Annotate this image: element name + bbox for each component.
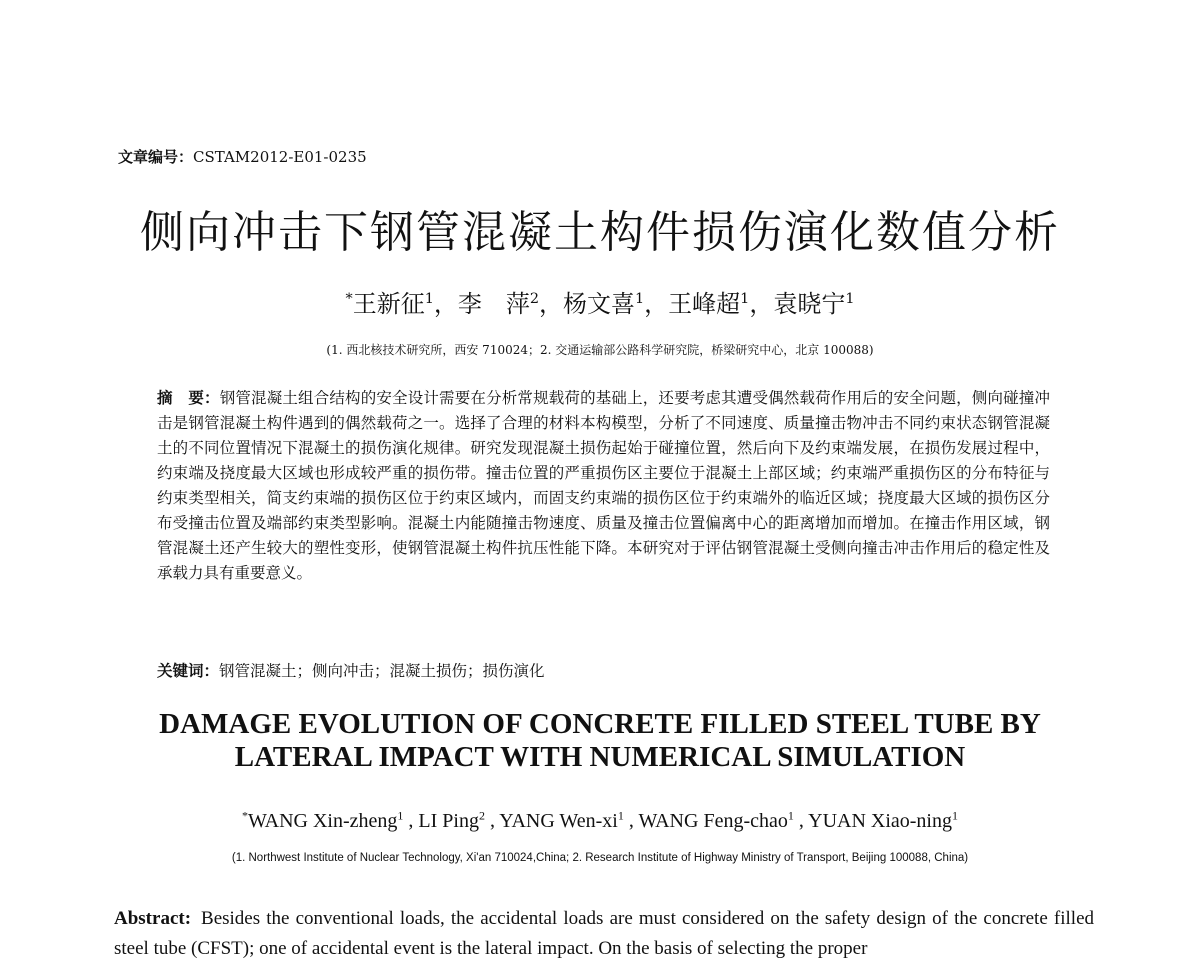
english-title xyxy=(0,708,1200,774)
english-abstract xyxy=(114,904,1094,964)
chinese-authors: *王新征$^1$，李 萍$^2$，杨文喜$^1$，王峰超$^1$，袁晓宁$^1$ xyxy=(345,290,855,318)
english-authors: *WANG Xin-zheng$^1$ , LI Ping$^2$ , YANG Wen-$xi^1$ , WANG Feng-chao$^1$ , YUAN Xiao-ning$^1$ xyxy=(242,808,958,832)
author: *WANG Xin-zheng$^1$ xyxy=(242,808,404,832)
chinese-affiliation: (1. 西北核技术研究所，西安 710024；2. 交通运输部公路科学研究院，桥梁研究中心，北京 100088) xyxy=(326,343,874,357)
author: 袁晓宁$^1$ xyxy=(773,290,855,318)
article-number xyxy=(118,146,367,167)
chinese-abstract xyxy=(157,386,1050,586)
chinese-abstract-label: 摘 要： xyxy=(157,389,220,407)
english-title-line: LATERAL IMPACT WITH NUMERICAL SIMULATION xyxy=(234,741,966,773)
author: YANG Wen-$xi^1$ xyxy=(499,808,624,832)
author: YUAN Xiao-ning$^1$ xyxy=(808,808,958,832)
article-number-label: 文章编号： xyxy=(118,148,194,166)
english-affiliation: (1. Northwest Institute of Nuclear Technology, Xi'an 710024,China; 2. Research Institute of Highway Ministry of Transport, Beijing 100088, China) xyxy=(231,852,969,864)
chinese-keywords-label: 关键词： xyxy=(157,662,220,680)
chinese-keywords xyxy=(157,659,545,681)
english-abstract-text: Besides the conventional loads, the accidental loads are must considered on the safety design of the concrete filled steel tube (CFST); one of accidental event is the lateral impact. On the basis of selecting the proper xyxy=(114,908,1094,959)
author: *王新征$^1$ xyxy=(345,290,434,318)
chinese-title: 侧向冲击下钢管混凝土构件损伤演化数值分析 xyxy=(140,207,1060,258)
author: 王峰超$^1$ xyxy=(668,290,750,318)
author: LI Ping$^2$ xyxy=(418,808,485,832)
chinese-abstract-text: 钢管混凝土组合结构的安全设计需要在分析常规载荷的基础上，还要考虑其遭受偶然载荷作用后的安全问题，侧向碰撞冲击是钢管混凝土构件遇到的偶然载荷之一。选择了合理的材料本构模型，分析了不同速度、质量撞击物冲击不同约束状态钢管混凝土的不同位置情况下混凝土的损伤演化规律。研究发现混凝土损伤起始于碰撞位置，然后向下及约束端发展，在损伤发展过程中，约束端及挠度最大区域也形成较严重的损伤带。撞击位置的严重损伤区主要位于混凝土上部区域；约束端严重损伤区的分布特征与约束类型相关，简支约束端的损伤区位于约束区域内，而固支约束端的损伤区位于约束端外的临近区域；挠度最大区域的损伤区分布受撞击位置及端部约束类型影响。混凝土内能随撞击物速度、质量及撞击位置偏离中心的距离增加而增加。在撞击作用区域，钢管混凝土还产生较大的塑性变形，使钢管混凝土构件抗压性能下降。本研究对于评估钢管混凝土受侧向撞击冲击作用后的稳定性及承载力具有重要意义。 xyxy=(157,389,1050,582)
author: 杨文喜$^1$ xyxy=(563,290,645,318)
author: 李 萍$^2$ xyxy=(457,290,540,318)
article-number-value: CSTAM2012-E01-0235 xyxy=(193,148,367,166)
english-title-line: DAMAGE EVOLUTION OF CONCRETE FILLED STEEL TUBE BY xyxy=(159,708,1041,740)
author: WANG Feng-chao$^1$ xyxy=(638,808,794,832)
english-abstract-label: Abstract: xyxy=(114,908,192,929)
chinese-keywords-text: 钢管混凝土；侧向冲击；混凝土损伤；损伤演化 xyxy=(219,662,545,680)
